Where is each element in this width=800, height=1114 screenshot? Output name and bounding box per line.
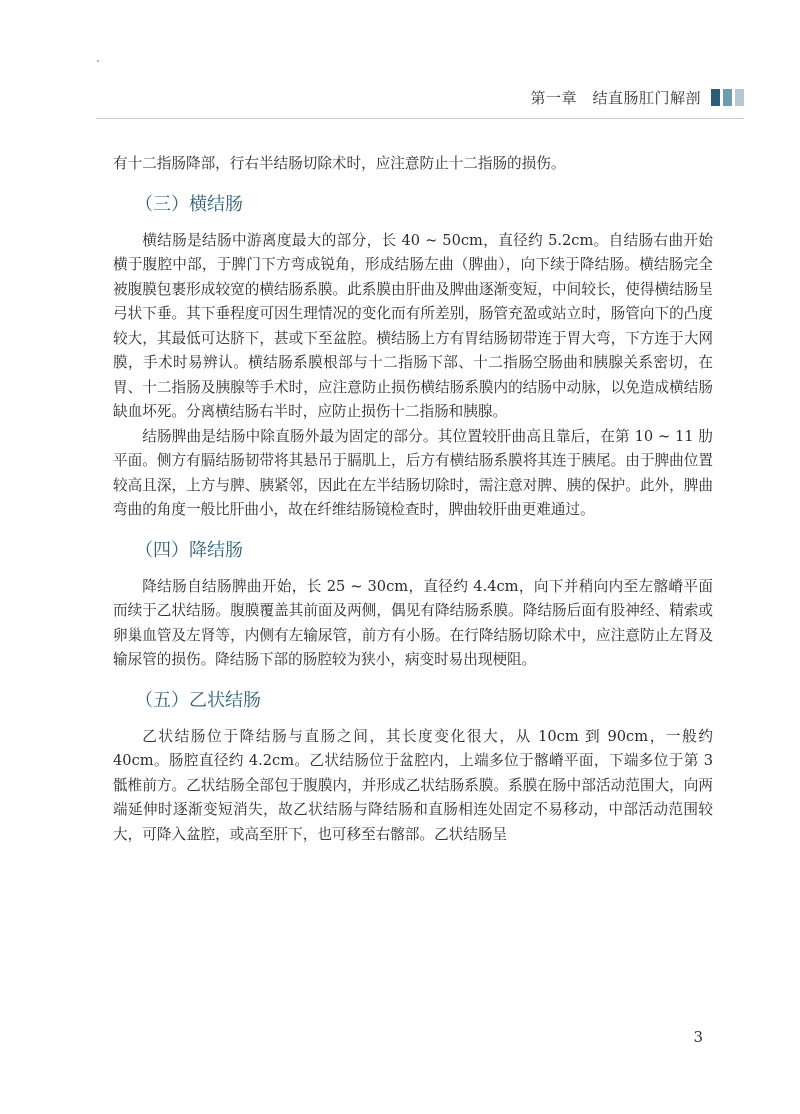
paragraph: 横结肠是结肠中游离度最大的部分，长 40 ~ 50cm，直径约 5.2cm。自结肠右曲开始横于腹腔中部，于脾门下方弯成锐角，形成结肠左曲（脾曲），向下续于降结肠。横结肠完全被腹膜包裹形成较宽的横结肠系膜。此系膜由肝曲及脾曲逐渐变短，中间较长，使得横结肠呈弓状下垂。其下垂程度可因生理情况的变化而有所差别，肠管充盈或站立时，肠管向下的凸度较大，其最低可达脐下，甚或下至盆腔。横结肠上方有胃结肠韧带连于胃大弯，下方连于大网膜，手术时易辨认。横结肠系膜根部与十二指肠下部、十二指肠空肠曲和胰腺关系密切，在胃、十二指肠及胰腺等手术时，应注意防止损伤横结肠系膜内的结肠中动脉，以免造成横结肠缺血坏死。分离横结肠右半时，应防止损伤十二指肠和胰腺。 xyxy=(113,231,713,420)
accent-block-mid xyxy=(723,89,732,106)
section-heading: （三）横结肠 xyxy=(135,193,243,215)
paragraph: 有十二指肠降部，行右半结肠切除术时，应注意防止十二指肠的损伤。 xyxy=(113,155,566,172)
paragraph: 降结肠自结肠脾曲开始，长 25 ~ 30cm，直径约 4.4cm，向下并稍向内至左髂嵴平面而续于乙状结肠。腹膜覆盖其前面及两侧，偶见有降结肠系膜。降结肠后面有股神经、精索或卵巢血管及左肾等，内侧有左输尿管，前方有小肠。在行降结肠切除术中，应注意防止左肾及输尿管的损伤。降结肠下部的肠腔较为狭小，病变时易出现梗阻。 xyxy=(113,577,713,668)
section-heading: （五）乙状结肠 xyxy=(135,689,261,711)
paragraph: 结肠脾曲是结肠中除直肠外最为固定的部分。其位置较肝曲高且靠后，在第 10 ~ 11 肋平面。侧方有膈结肠韧带将其悬吊于膈肌上，后方有横结肠系膜将其连于胰尾。由于脾曲位置较高且深，上方与脾、胰紧邻，因此在左半结肠切除时，需注意对脾、胰的保护。此外，脾曲弯曲的角度一般比肝曲小，故在纤维结肠镜检查时，脾曲较肝曲更难通过。 xyxy=(113,427,713,518)
paragraph: 乙状结肠位于降结肠与直肠之间，其长度变化很大，从 10cm 到 90cm，一般约 40cm。肠腔直径约 4.2cm。乙状结肠位于盆腔内，上端多位于髂嵴平面，下端多位于第 3 骶椎前方。乙状结肠全部包于腹膜内，并形成乙状结肠系膜。系膜在肠中部活动范围大，向两端延伸时逐渐变短消失，故乙状结肠与降结肠和直肠相连处固定不易移动，中部活动范围较大，可降入盆腔，或高至肝下，也可移至右髂部。乙状结肠呈 xyxy=(113,727,713,843)
header-rule xyxy=(96,118,744,119)
page-body xyxy=(113,152,713,847)
accent-block-dark xyxy=(711,89,720,106)
header-accent-blocks xyxy=(711,89,744,106)
section-heading: （四）降结肠 xyxy=(135,539,243,561)
scan-mark xyxy=(97,60,99,62)
accent-block-light xyxy=(735,89,744,106)
running-header xyxy=(530,86,744,108)
page-number: 3 xyxy=(693,1028,703,1046)
chapter-title: 第一章 结直肠肛门解剖 xyxy=(530,88,701,107)
